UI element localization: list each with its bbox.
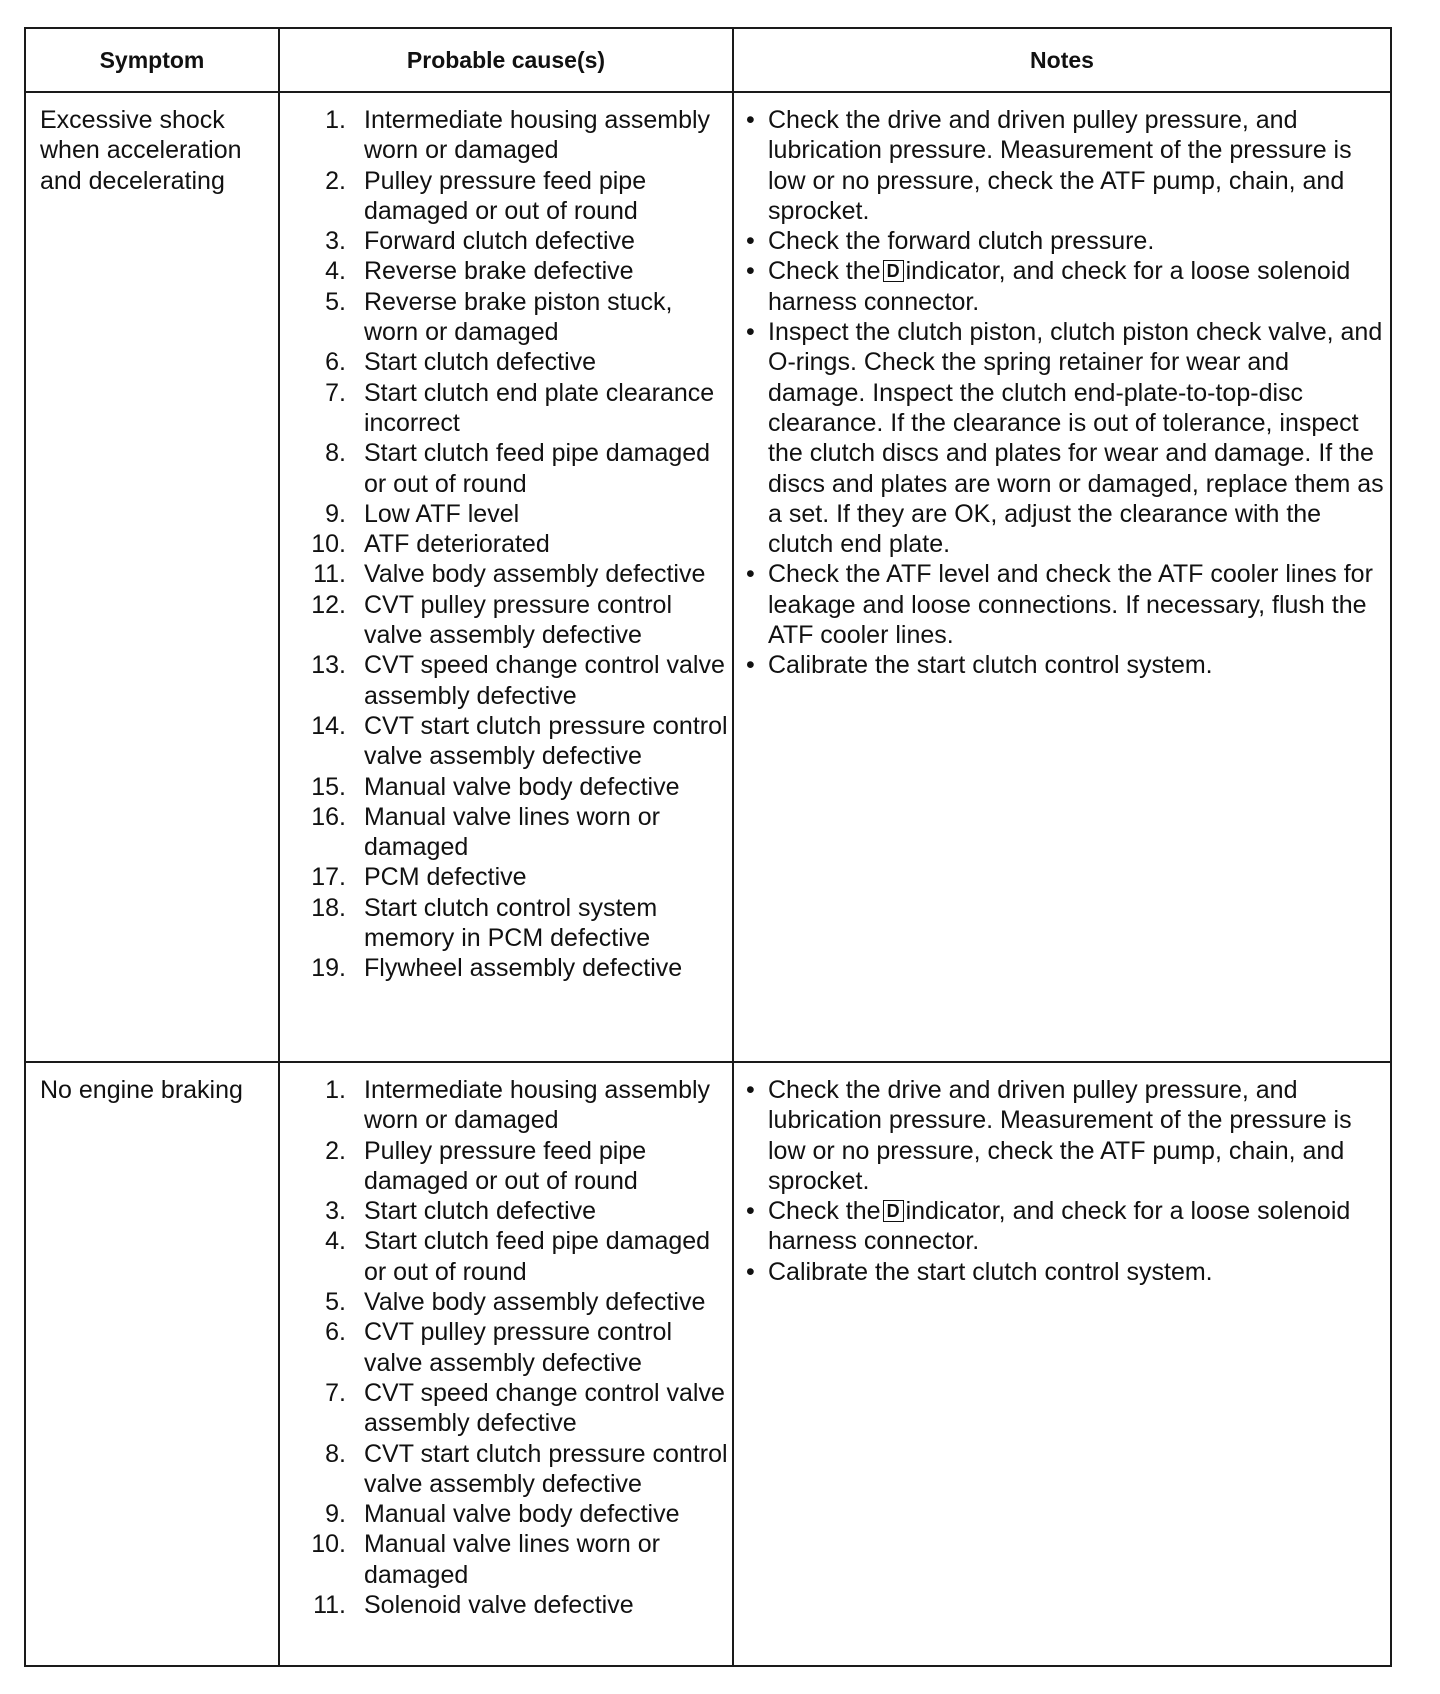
note-text: Check the drive and driven pulley pressure, and lubrication pressure. Measurement of the pressure is low or no pressure, check the ATF pump, chain, and sprocket.: [768, 1076, 1352, 1195]
list-item: [306, 559, 730, 589]
item-text: Pulley pressure feed pipe damaged or out of round: [364, 166, 647, 225]
note-item: [746, 105, 1386, 226]
item-text: CVT pulley pressure control valve assembly defective: [364, 1318, 673, 1377]
note-text: indicator, and check for a loose solenoid harness connector.: [768, 257, 1351, 316]
troubleshooting-table: [24, 27, 1392, 1667]
item-number: 9.: [325, 499, 346, 528]
item-number: 6.: [325, 348, 346, 377]
list-item: [306, 287, 730, 348]
header-probable-causes: Probable cause(s): [406, 46, 606, 73]
note-item: [746, 317, 1386, 559]
list-item: [306, 1226, 730, 1287]
list-item: [306, 105, 730, 166]
item-text: CVT start clutch pressure control valve assembly defective: [364, 711, 728, 771]
list-item: [306, 347, 730, 377]
column-divider: [278, 1063, 280, 1665]
list-item: [306, 1439, 730, 1500]
note-item: [746, 226, 1386, 256]
note-item: [746, 1196, 1386, 1257]
item-text: Valve body assembly defective: [364, 560, 706, 589]
list-item: [306, 1196, 730, 1226]
note-text: Calibrate the start clutch control system.: [768, 1257, 1213, 1286]
list-item: [306, 1529, 730, 1590]
item-number: 11.: [313, 1591, 346, 1620]
list-item: [306, 1499, 730, 1529]
item-number: 1.: [325, 1076, 346, 1104]
item-number: 17.: [311, 863, 346, 892]
list-item: [306, 772, 730, 802]
item-number: 13.: [311, 651, 346, 680]
list-item: [306, 1317, 730, 1378]
list-item: [306, 1590, 730, 1620]
d-indicator-icon: D: [883, 260, 904, 282]
item-text: CVT pulley pressure control valve assembly defective: [364, 590, 673, 650]
notes-cell: [746, 105, 1386, 1061]
item-number: 14.: [311, 711, 346, 740]
item-text: Forward clutch defective: [364, 227, 635, 256]
item-text: Manual valve body defective: [364, 1500, 680, 1529]
item-number: 11.: [313, 560, 346, 589]
list-item: [306, 862, 730, 892]
item-text: Pulley pressure feed pipe damaged or out of round: [364, 1136, 647, 1195]
note-item: [746, 559, 1386, 650]
header-symptom: Symptom: [99, 46, 205, 73]
item-number: 3.: [325, 227, 346, 256]
item-text: CVT start clutch pressure control valve assembly defective: [364, 1439, 728, 1498]
causes-cell: [306, 1075, 730, 1665]
causes-cell: [306, 105, 730, 1061]
note-item: [746, 1075, 1386, 1196]
item-text: Manual valve body defective: [364, 772, 680, 801]
item-text: Start clutch defective: [364, 348, 597, 377]
list-item: [306, 166, 730, 227]
note-text: Inspect the clutch piston, clutch piston check valve, and O-rings. Check the spring retainer for wear and damage. Inspect the clutch end-plate-to-top-disc clearance. If the clearance is out of tolerance, inspect the clutch discs and plates for wear and damage. If the discs and plates are worn or damaged, replace them as a set. If they are OK, adjust the clearance with the clutch end plate.: [768, 318, 1384, 559]
notes-cell: [746, 1075, 1386, 1665]
list-item: [306, 256, 730, 286]
note-item: [746, 650, 1386, 680]
notes-list: [746, 1075, 1386, 1287]
list-item: [306, 378, 730, 439]
list-item: [306, 226, 730, 256]
item-number: 2.: [325, 166, 346, 195]
list-item: [306, 893, 730, 954]
table-row: [26, 1063, 1390, 1665]
list-item: [306, 802, 730, 863]
item-text: Intermediate housing assembly worn or damaged: [364, 106, 711, 165]
list-item: [306, 1287, 730, 1317]
list-item: [306, 1136, 730, 1197]
item-text: Solenoid valve defective: [364, 1591, 634, 1620]
list-item: [306, 590, 730, 651]
item-number: 3.: [325, 1197, 346, 1226]
list-item: [306, 650, 730, 711]
note-text: Check the: [768, 1197, 881, 1226]
list-item: [306, 1378, 730, 1439]
item-text: Start clutch defective: [364, 1197, 597, 1226]
item-text: Valve body assembly defective: [364, 1288, 706, 1317]
item-text: Start clutch control system memory in PCM defective: [364, 893, 658, 953]
item-text: CVT speed change control valve assembly defective: [364, 651, 725, 710]
item-text: Manual valve lines worn or damaged: [364, 1530, 660, 1589]
item-number: 1.: [325, 106, 346, 134]
header-notes: Notes: [1030, 46, 1094, 73]
item-text: Manual valve lines worn or damaged: [364, 802, 660, 862]
item-text: Reverse brake piston stuck, worn or damaged: [364, 287, 673, 347]
item-text: PCM defective: [364, 863, 527, 892]
item-text: CVT speed change control valve assembly defective: [364, 1378, 725, 1438]
item-number: 5.: [325, 1288, 346, 1317]
item-text: ATF deteriorated: [364, 530, 550, 559]
column-divider: [732, 1063, 734, 1665]
list-item: [306, 1075, 730, 1136]
item-number: 8.: [325, 1439, 346, 1468]
item-number: 4.: [325, 257, 346, 286]
note-item: [746, 256, 1386, 317]
column-divider: [732, 93, 734, 1061]
note-text: Calibrate the start clutch control system.: [768, 651, 1213, 680]
item-number: 2.: [325, 1136, 346, 1165]
table-row: [26, 93, 1390, 1063]
item-number: 15.: [311, 772, 346, 801]
item-number: 10.: [311, 1530, 346, 1559]
table-header-row: [26, 29, 1390, 93]
list-item: [306, 438, 730, 499]
notes-list: [746, 105, 1386, 681]
item-number: 6.: [325, 1318, 346, 1347]
item-number: 7.: [325, 1378, 346, 1407]
item-number: 18.: [311, 893, 346, 922]
symptom-cell: No engine braking: [40, 1076, 243, 1104]
list-item: [306, 711, 730, 772]
d-indicator-icon: D: [883, 1200, 904, 1222]
item-number: 9.: [325, 1500, 346, 1529]
item-number: 19.: [311, 954, 346, 983]
item-number: 12.: [311, 590, 346, 619]
note-text: Check the: [768, 257, 881, 286]
item-text: Reverse brake defective: [364, 257, 634, 286]
item-text: Low ATF level: [364, 499, 520, 528]
note-text: Check the ATF level and check the ATF cooler lines for leakage and loose connections. If necessary, flush the ATF cooler lines.: [768, 560, 1373, 650]
item-text: Flywheel assembly defective: [364, 954, 683, 983]
column-divider: [278, 93, 280, 1061]
note-text: Check the drive and driven pulley pressure, and lubrication pressure. Measurement of the pressure is low or no pressure, check the ATF pump, chain, and sprocket.: [768, 106, 1352, 225]
item-number: 16.: [311, 802, 346, 831]
causes-list: [306, 105, 730, 984]
item-text: Start clutch feed pipe damaged or out of round: [364, 439, 711, 498]
note-item: [746, 1257, 1386, 1287]
item-number: 5.: [325, 287, 346, 316]
item-number: 8.: [325, 439, 346, 468]
list-item: [306, 499, 730, 529]
item-number: 7.: [325, 378, 346, 407]
item-number: 10.: [311, 530, 346, 559]
list-item: [306, 529, 730, 559]
item-text: Start clutch end plate clearance incorrect: [364, 378, 715, 437]
item-number: 4.: [325, 1227, 346, 1256]
item-text: Start clutch feed pipe damaged or out of round: [364, 1227, 711, 1286]
item-text: Intermediate housing assembly worn or damaged: [364, 1076, 711, 1135]
causes-list: [306, 1075, 730, 1620]
symptom-cell: Excessive shock when acceleration and decelerating: [40, 106, 242, 195]
note-text: indicator, and check for a loose solenoid harness connector.: [768, 1197, 1351, 1256]
list-item: [306, 953, 730, 983]
note-text: Check the forward clutch pressure.: [768, 227, 1155, 256]
